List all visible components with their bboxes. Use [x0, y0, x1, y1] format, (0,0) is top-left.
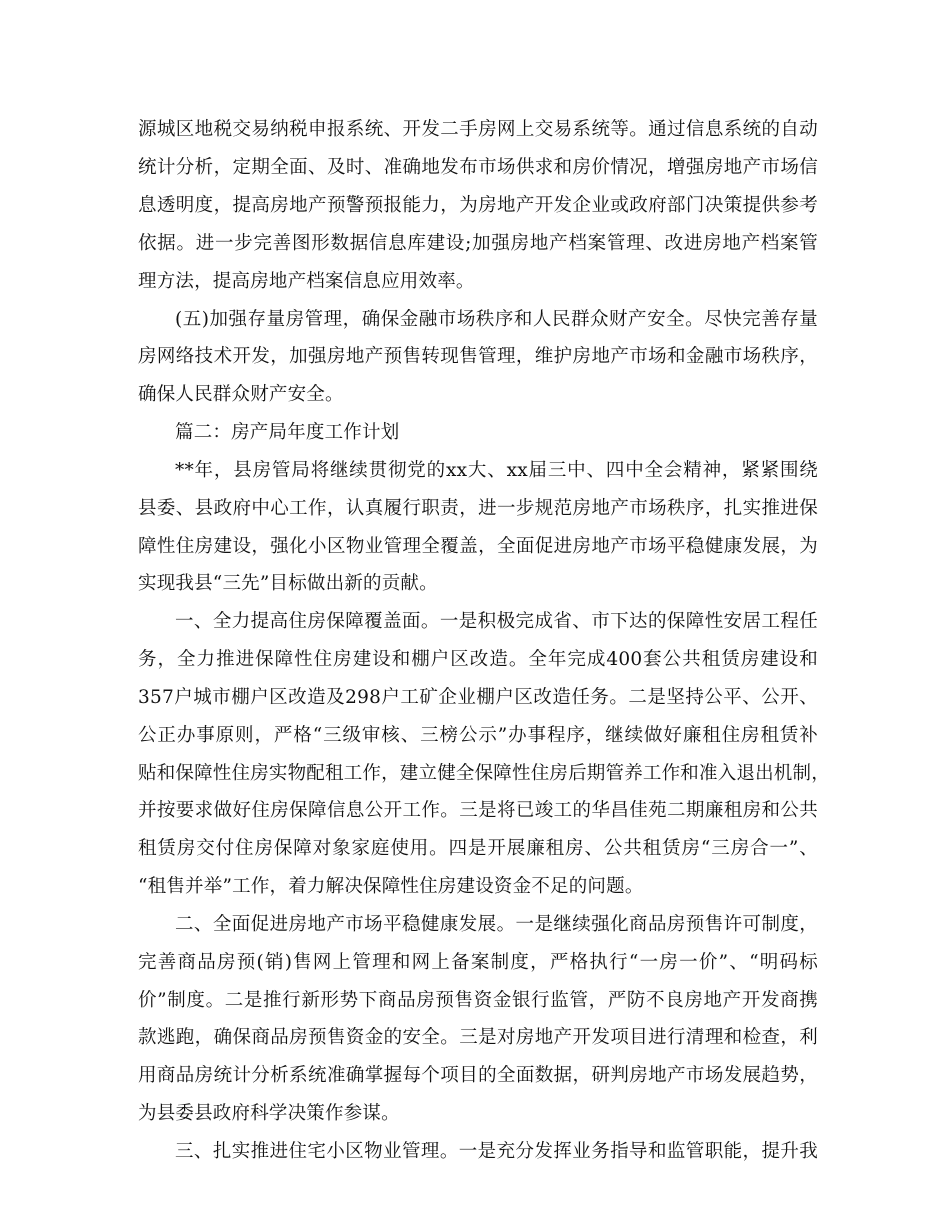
- text-line: 依据。进一步完善图形数据信息库建设;加强房地产档案管理、改进房地产档案管: [138, 233, 818, 254]
- text-line: 房网络技术开发，加强房地产预售转现售管理，维护房地产市场和金融市场秩序，: [138, 346, 818, 367]
- text-line: 完善商品房预(销)售网上管理和网上备案制度，严格执行“一房一价”、“明码标: [138, 952, 818, 973]
- text-line: 公正办事原则，严格“三级审核、三榜公示”办事程序，继续做好廉租住房租赁补: [138, 725, 818, 746]
- text-line: 价”制度。二是推行新形势下商品房预售资金银行监管，严防不良房地产开发商携: [138, 990, 818, 1011]
- text-line: 源城区地税交易纳税申报系统、开发二手房网上交易系统等。通过信息系统的自动: [138, 119, 818, 140]
- text-line: 障性住房建设，强化小区物业管理全覆盖，全面促进房地产市场平稳健康发展，为: [138, 536, 818, 557]
- text-line: 三、扎实推进住宅小区物业管理。一是充分发挥业务指导和监管职能，提升我: [175, 1141, 818, 1162]
- text-line: “租售并举”工作，着力解决保障性住房建设资金不足的问题。: [138, 876, 644, 897]
- text-line: 务，全力推进保障性住房建设和棚户区改造。全年完成400套公共租赁房建设和: [138, 649, 818, 670]
- text-line: 二、全面促进房地产市场平稳健康发展。一是继续强化商品房预售许可制度，: [175, 914, 818, 935]
- text-line: 357户城市棚户区改造及298户工矿企业棚户区改造任务。二是坚持公平、公开、: [138, 687, 818, 708]
- text-line: 为县委县政府科学决策作参谋。: [138, 1103, 400, 1124]
- text-line: 统计分析，定期全面、及时、准确地发布市场供求和房价情况，增强房地产市场信: [138, 157, 818, 178]
- text-line: 贴和保障性住房实物配租工作，建立健全保障性住房后期管养工作和准入退出机制，: [138, 763, 830, 784]
- text-line: (五)加强存量房管理，确保金融市场秩序和人民群众财产安全。尽快完善存量: [175, 309, 818, 330]
- text-line: 款逃跑，确保商品房预售资金的安全。三是对房地产开发项目进行清理和检查，利: [138, 1027, 818, 1048]
- text-line: 确保人民群众财产安全。: [138, 384, 344, 405]
- text-line: 并按要求做好住房保障信息公开工作。三是将已竣工的华昌佳苑二期廉租房和公共: [138, 800, 818, 821]
- text-line: 理方法，提高房地产档案信息应用效率。: [138, 271, 475, 292]
- text-line: 实现我县“三先”目标做出新的贡献。: [138, 573, 438, 594]
- text-line: 用商品房统计分析系统准确掌握每个项目的全面数据，研判房地产市场发展趋势，: [138, 1065, 818, 1086]
- text-line: 租赁房交付住房保障对象家庭使用。四是开展廉租房、公共租赁房“三房合一”、: [138, 838, 818, 859]
- text-line: 一、全力提高住房保障覆盖面。一是积极完成省、市下达的保障性安居工程任: [175, 611, 818, 632]
- text-line: **年，县房管局将继续贯彻党的xx大、xx届三中、四中全会精神，紧紧围绕: [175, 460, 818, 481]
- text-line: 息透明度，提高房地产预警预报能力，为房地产开发企业或政府部门决策提供参考: [138, 195, 818, 216]
- text-line: 县委、县政府中心工作，认真履行职责，进一步规范房地产市场秩序，扎实推进保: [138, 498, 818, 519]
- section-heading: 篇二：房产局年度工作计划: [175, 422, 400, 443]
